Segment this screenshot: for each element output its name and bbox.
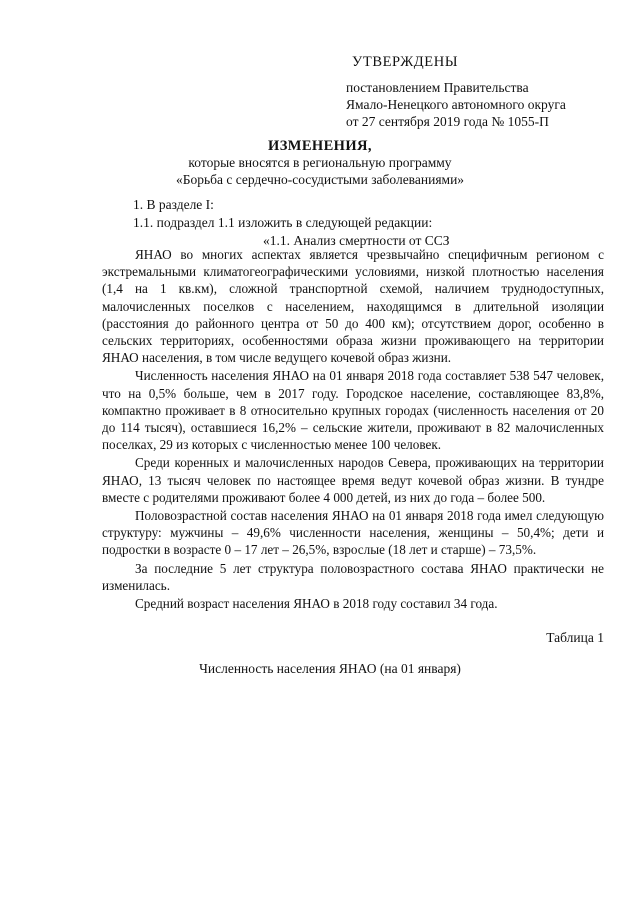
section-heading [133,196,450,250]
document-title: ИЗМЕНЕНИЯ, [268,138,372,154]
decree-line: Ямало-Ненецкого автономного округа [346,97,566,112]
decree-line: постановлением Правительства [346,80,529,95]
table-title: Численность населения ЯНАО (на 01 января) [199,661,461,676]
section-item-1-1: 1.1. подраздел 1.1 изложить в следующей редакции: [133,215,433,230]
table-label: Таблица 1 [546,630,604,645]
paragraph: ЯНАО во многих аспектах является чрезвычайно специфичным регионом с экстремальными климатогеографическими условиями, низкой плотностью населения (1,4 на 1 кв.км), сложной транспортной схемой, наличием труднодоступных, малочисленных поселков с населением, находящимся в длительной изоляции (расстояния до районного центра от 50 до 400 км); отсутствием дорог, особенно в сельских территориях, особенностями образа жизни проживающего на территории ЯНАО населения, в том числе ведущего кочевой образ жизни. [102,247,604,366]
paragraph: За последние 5 лет структура половозрастного состава ЯНАО практически не изменилась. [102,560,604,593]
document-subtitle [0,154,640,188]
paragraph: Половозрастной состав населения ЯНАО на 01 января 2018 года имел следующую структуру: мужчины – 49,6% численности населения, женщины – 50,4%; дети и подростки в возрасте 0 – 17 лет – 26,5%, взрослые (18 лет и старше) – 73,5%. [102,508,604,558]
body-text [102,246,604,613]
subsection-title: «1.1. Анализ смертности от ССЗ [263,233,450,248]
paragraph: Среди коренных и малочисленных народов Севера, проживающих на территории ЯНАО, 13 тысяч человек по настоящее время ведут кочевой образ жизни. В тундре вместе с родителями проживают более 4 000 детей, из них до года – более 500. [102,455,604,505]
paragraph: Средний возраст населения ЯНАО в 2018 году составил 34 года. [135,596,498,612]
section-item-1: 1. В разделе I: [133,197,214,212]
approved-stamp: УТВЕРЖДЕНЫ [352,54,459,70]
subtitle-line: «Борьба с сердечно-сосудистыми заболеваниями» [175,172,465,187]
subtitle-line: которые вносятся в региональную программу [188,155,452,170]
decree-line: от 27 сентября 2019 года № 1055-П [346,114,549,129]
paragraph: Численность населения ЯНАО на 01 января 2018 года составляет 538 547 человек, что на 0,5% больше, чем в 2017 году. Городское население, составляющее 83,8%, компактно проживает в 8 относительно крупных городах (численность населения от 20 до 114 тысяч), оставшиеся 16,2% – сельские жители, проживают в 82 малочисленных поселках, 29 из которых с численностью менее 100 человек. [102,368,604,453]
decree-reference [346,79,566,130]
